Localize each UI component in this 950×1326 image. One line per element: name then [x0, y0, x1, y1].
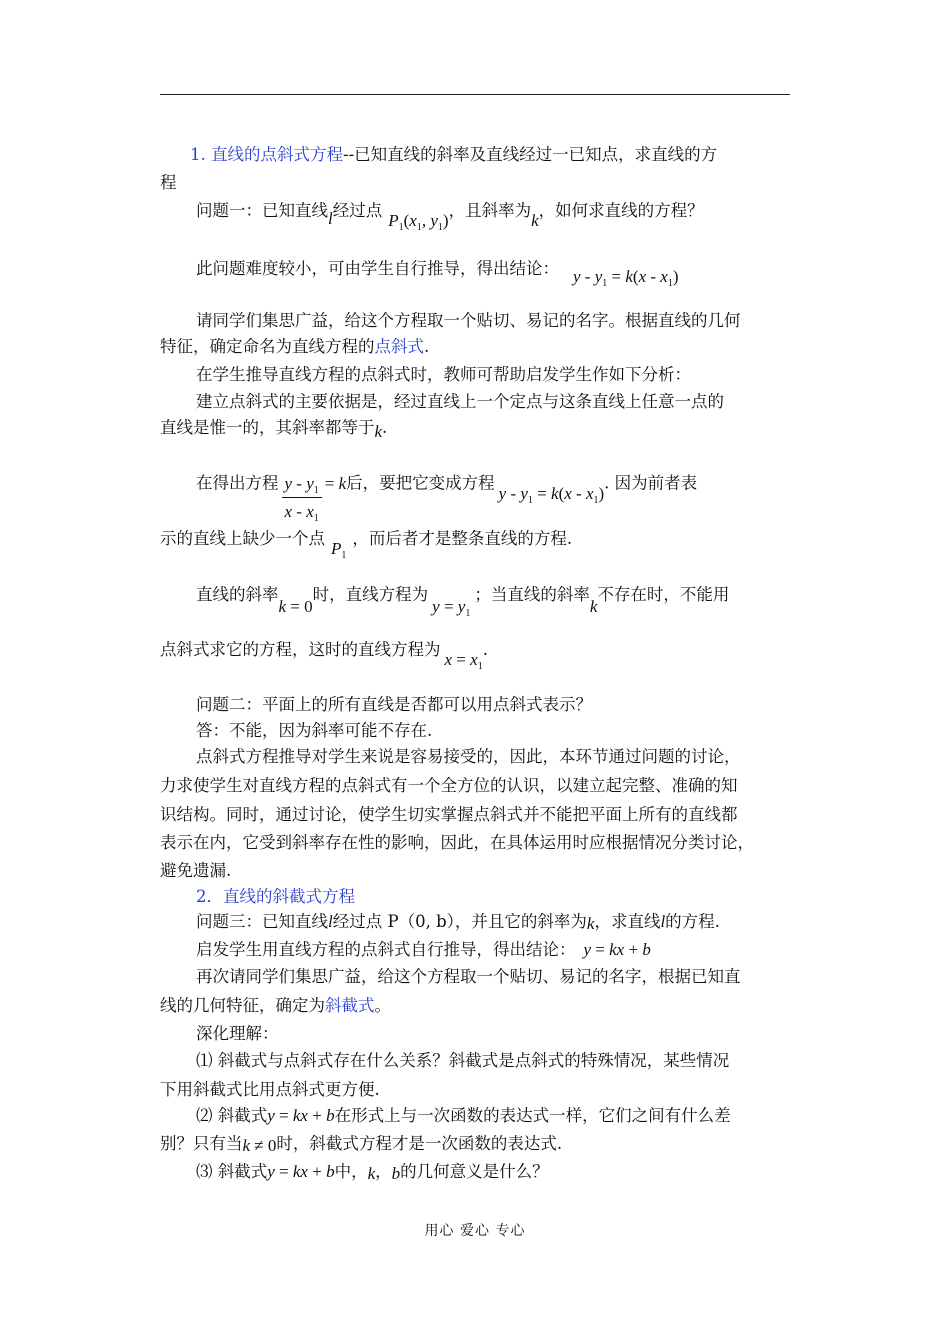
paragraph-basis-2: 直线是惟一的，其斜率都等于k. — [160, 418, 388, 441]
section-1-heading — [190, 144, 717, 166]
item-1-line-2: 下用斜截式比用点斜式更方便. — [160, 1080, 380, 1099]
paragraph-vertical-line: 点斜式求它的方程，这时的直线方程为$x = x_1$. — [160, 640, 488, 672]
item-3: ⑶ 斜截式y = kx + b中，k，b的几何意义是什么？ — [196, 1162, 549, 1183]
section-2-title: 2．直线的斜截式方程 — [196, 887, 355, 906]
term-point-slope: 点斜式 — [374, 337, 424, 356]
deepen-title: 深化理解： — [196, 1024, 279, 1043]
paragraph-naming-2: 特征，确定命名为直线方程的点斜式. — [160, 337, 430, 356]
question-1: 问题一：已知直线l经过点$P_1(x_1$, $y_1$)，且斜率为k，如何求直线的方程？ — [196, 201, 704, 233]
paragraph-analysis: 在学生推导直线方程的点斜式时，教师可帮助启发学生作如下分析： — [196, 365, 691, 384]
paragraph-discussion-4: 表示在内，它受到斜率存在性的影响，因此，在具体运用时应根据情况分类讨论， — [160, 833, 754, 852]
section-1-desc-cont: 程 — [160, 173, 177, 192]
section-1-desc: --已知直线的斜率及直线经过一已知点，求直线的方 — [343, 145, 718, 164]
conclusion: 此问题难度较小，可由学生自行推导，得出结论： $y - y_1 = k(x - x_1)$ — [196, 259, 679, 289]
item-1-line-1: ⑴ 斜截式与点斜式存在什么关系？斜截式是点斜式的特殊情况，某些情况 — [196, 1051, 730, 1070]
term-slope-intercept: 斜截式 — [325, 996, 375, 1015]
paragraph-slope-intercept-2: 线的几何特征，确定为斜截式。 — [160, 996, 391, 1015]
paragraph-missing-point: 示的直线上缺少一个点$P_1$，而后者才是整条直线的方程. — [160, 529, 573, 561]
item-2-line-2: 别？只有当k ≠ 0时，斜截式方程才是一次函数的表达式. — [160, 1134, 563, 1155]
answer-2: 答：不能，因为斜率可能不存在. — [196, 721, 433, 740]
paragraph-discussion-2: 力求使学生对直线方程的点斜式有一个全方位的认识，以建立起完整、准确的知 — [160, 776, 738, 795]
paragraph-slope-intercept-1: 再次请同学们集思广益，给这个方程取一个贴切、易记的名字，根据已知直 — [196, 967, 741, 986]
paragraph-discussion-5: 避免遗漏. — [160, 861, 232, 880]
paragraph-discussion-1: 点斜式方程推导对学生来说是容易接受的，因此，本环节通过问题的讨论， — [196, 747, 741, 766]
section-1-number: 1. — [190, 145, 206, 164]
paragraph-fraction: 在得出方程 $\frac{y - y_1}{x - x_1}$ = k后，要把它变成方程$y - y_1 = k(x - x_1)$. 因为前者表 — [196, 473, 698, 524]
header-rule — [160, 94, 790, 95]
paragraph-discussion-3: 识结构。同时，通过讨论，使学生切实掌握点斜式并不能把平面上所有的直线都 — [160, 805, 738, 824]
section-1-title: 直线的点斜式方程 — [211, 145, 343, 164]
paragraph-slope-zero: 直线的斜率k = 0时，直线方程为$y = y_1$；当直线的斜率k不存在时，不能用 — [196, 585, 730, 619]
paragraph-naming-1: 请同学们集思广益，给这个方程取一个贴切、易记的名字。根据直线的几何 — [196, 311, 741, 330]
paragraph-basis-1: 建立点斜式的主要依据是，经过直线上一个定点与这条直线上任意一点的 — [196, 392, 724, 411]
page-footer: 用心 爱心 专心 — [424, 1223, 526, 1239]
question-3: 问题三：已知直线l经过点 P（0, b），并且它的斜率为k，求直线l的方程. — [196, 912, 720, 933]
question-2: 问题二：平面上的所有直线是否都可以用点斜式表示？ — [196, 695, 592, 714]
paragraph-derive: 启发学生用直线方程的点斜式自行推导，得出结论： y = kx + b — [196, 940, 651, 959]
item-2-line-1: ⑵ 斜截式y = kx + b在形式上与一次函数的表达式一样，它们之间有什么差 — [196, 1106, 731, 1125]
